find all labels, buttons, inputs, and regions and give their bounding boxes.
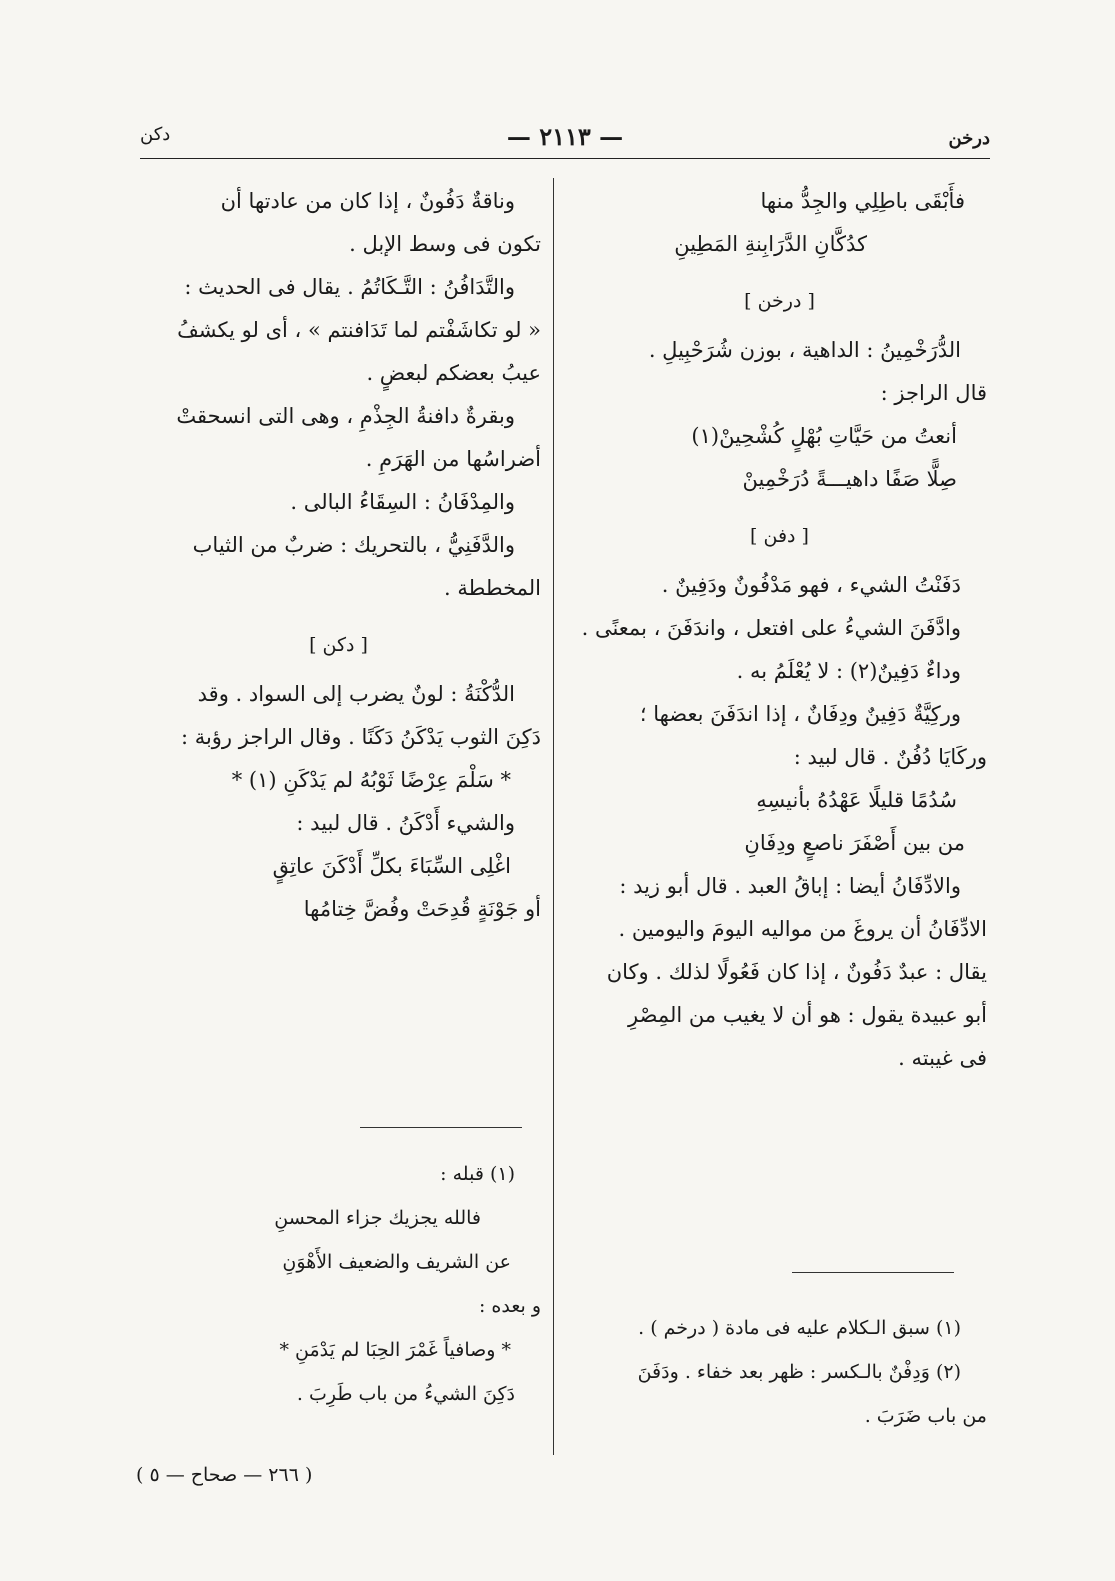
entry-text: وناقةٌ دَفُونٌ ، إذا كان من عادتها أن: [220, 189, 515, 213]
footnote: و بعده :: [478, 1295, 541, 1317]
footnote-verse: * وصافياً غَمْرَ الحِبَا لم يَدْمَنِ *: [279, 1339, 511, 1361]
entry-text: وركَايَا دُفُنٌ . قال لبيد :: [793, 745, 987, 769]
verse-line: صِلًّا صَفًا داهيـــةً دُرَخْمِينْ: [742, 467, 957, 491]
entry-heading-darkhan: [ درخن ]: [744, 290, 815, 312]
verse-line: أنعتُ من حَيَّاتِ بُهْلٍ كُشْحِينْ(١): [691, 424, 957, 448]
left-footnotes: [136, 1152, 541, 1416]
entry-text: وبقرةٌ دافنةُ الجِذْمِ ، وهى التى انسحقتْ: [176, 404, 515, 428]
footnote: (٢) وَدِفْنٌ بالـكسر : ظهر بعد خفاء . ودَفَنَ: [637, 1361, 961, 1383]
entry-text: والدَّفَنِيُّ ، بالتحريك : ضربٌ من الثياب: [192, 533, 515, 557]
footnote-separator: [360, 1127, 522, 1128]
entry-heading-dakan: [ دكن ]: [309, 634, 368, 656]
verse-line: * سَلْمَ عِرْضًا ثَوْبُهُ لم يَدْكَنِ (١) *: [231, 768, 511, 792]
entry-text: وداءٌ دَفِينٌ(٢) : لا يُعْلَمُ به .: [736, 659, 961, 683]
entry-text: والمِدْفَانُ : السِقَاءُ البالى .: [290, 490, 515, 514]
verse-line: فأَبْقَى باطِلِي والجِدُّ منها: [760, 189, 965, 213]
footnote: دَكِنَ الشيءُ من باب طَرِبَ .: [296, 1383, 515, 1405]
column-divider: [553, 178, 554, 1455]
entry-text: الدُّكْنَةُ : لونٌ يضرب إلى السواد . وقد: [197, 682, 515, 706]
footnote-verse: فالله يجزيك جزاء المحسنِ: [274, 1207, 481, 1229]
page-header: [140, 118, 990, 158]
entry-text: المخططة .: [444, 576, 541, 600]
entry-text: أضراسُها من الهَرَمِ .: [365, 447, 541, 471]
verse-line: سُدُمًا قليلًا عَهْدُهُ بأنيسِهِ: [756, 788, 957, 812]
entry-text: فى غيبته .: [898, 1046, 987, 1070]
verse-line: من بين أَصْفَرَ ناصعٍ ودِفَانِ: [744, 831, 965, 855]
header-left-word: دكن: [140, 124, 171, 145]
entry-text: عيبُ بعضكم لبعضٍ .: [366, 361, 541, 385]
header-rule: [140, 158, 990, 159]
footnote: (١) سبق الـكلام عليه فى مادة ( درخم ) .: [638, 1317, 961, 1339]
footnote: من باب ضَرَبَ .: [864, 1405, 987, 1427]
footnote: (١) قبله :: [440, 1163, 515, 1185]
right-column: [572, 180, 987, 1080]
entry-heading-dafan: [ دفن ]: [750, 525, 809, 547]
entry-text: قال الراجز :: [880, 381, 987, 405]
page-footer-signature: ( ٢٦٦ — صحاح — ٥ ): [136, 1464, 313, 1486]
entry-text: دَفَنْتُ الشيء ، فهو مَدْفُونٌ ودَفِينٌ .: [661, 573, 961, 597]
entry-text: « لو تكاشَفْتم لما تَدَافنتم » ، أى لو يكشفُ: [177, 318, 541, 342]
entry-text: أبو عبيدة يقول : هو أن لا يغيب من المِصْرِ: [628, 1003, 987, 1027]
entry-text: والادِّفَانُ أيضا : إباقُ العبد . قال أبو زيد :: [619, 874, 961, 898]
verse-line: أو جَوْنَةٍ قُدِحَتْ وفُضَّ خِتامُها: [303, 897, 541, 921]
entry-text: دَكِنَ الثوب يَدْكَنُ دَكَنًا . وقال الراجز رؤبة :: [180, 725, 541, 749]
page-number: — ٢١١٣ —: [506, 122, 624, 151]
verse-line: كدُكَّانِ الدَّرَابِنةِ المَطِينِ: [674, 232, 867, 256]
entry-text: تكون فى وسط الإبل .: [349, 232, 541, 256]
entry-text: الدُّرَخْمِينُ : الداهية ، بوزن شُرَحْبِيلِ .: [648, 338, 961, 362]
entry-text: الادِّفَانُ أن يروغَ من مواليه اليومَ واليومين .: [618, 917, 987, 941]
header-right-word: درخن: [948, 128, 990, 149]
verse-line: اغْلِى السِّبَاءَ بكلِّ أَدْكَنَ عاتِقٍ: [272, 854, 511, 878]
entry-text: يقال : عبدٌ دَفُونٌ ، إذا كان فَعُولًا لذلك . وكان: [606, 960, 987, 984]
footnote-verse: عن الشريف والضعيف الأَهْوَنِ: [282, 1251, 511, 1273]
entry-text: وركِيَّةٌ دَفِينٌ ودِفَانٌ ، إذا اندَفَنَ بعضها ؛: [639, 702, 961, 726]
entry-text: والتَّدَافُنُ : التَّـكَاتُمُ . يقال فى الحديث :: [184, 275, 515, 299]
right-footnotes: [572, 1306, 987, 1438]
left-column: [136, 180, 541, 931]
entry-text: والشيء أَدْكَنُ . قال لبيد :: [296, 811, 515, 835]
entry-text: وادَّفَنَ الشيءُ على افتعل ، واندَفَنَ ، بمعنًى .: [581, 616, 961, 640]
footnote-separator: [792, 1272, 954, 1273]
